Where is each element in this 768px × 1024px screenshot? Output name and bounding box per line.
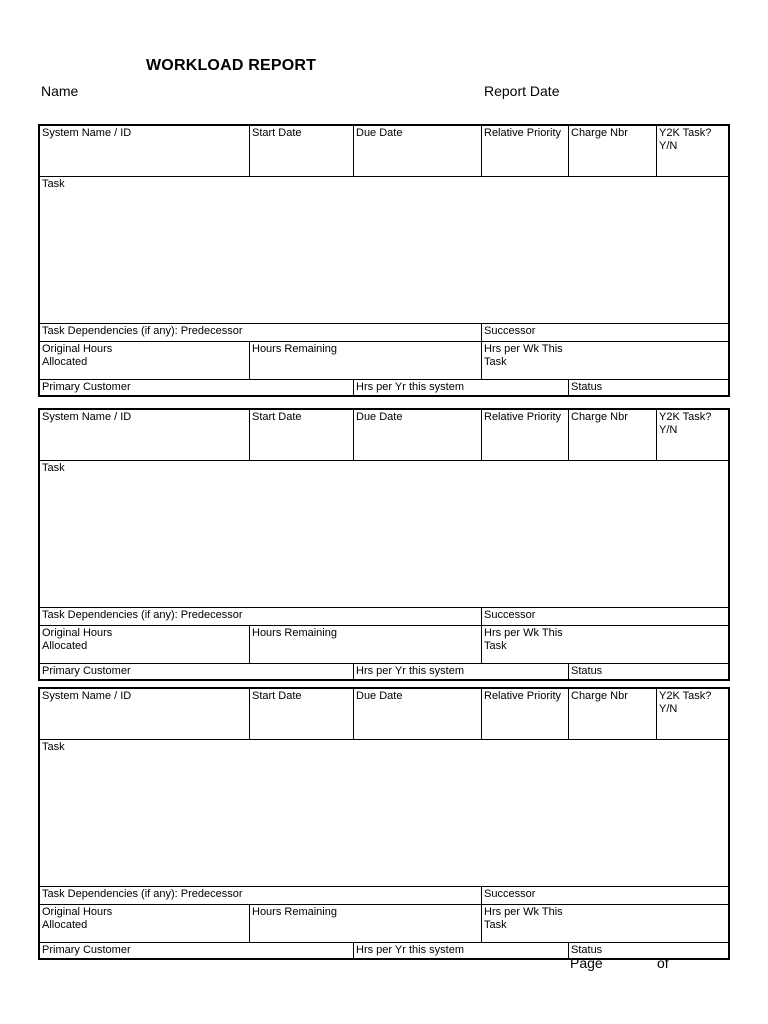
start-date-label (250, 689, 352, 704)
y2k-task-label-text: Y2K Task? (659, 127, 712, 139)
dependencies-label (40, 324, 440, 339)
status-label-text: Status (571, 944, 603, 956)
primary-customer-label-text: Primary Customer (42, 665, 131, 677)
y2k-task-label (657, 689, 729, 717)
hrs-per-yr-label (354, 943, 554, 958)
name-label: Name (41, 83, 79, 99)
primary-customer-label-text: Primary Customer (42, 381, 131, 393)
primary-customer-label (40, 380, 340, 395)
start-date-label-text: Start Date (252, 690, 302, 702)
hours-remaining-label-text: Hours Remaining (252, 627, 337, 639)
status-label (569, 380, 719, 395)
hrs-per-wk-label (482, 626, 682, 654)
due-date-label-text: Due Date (356, 127, 403, 139)
hours-remaining-label (250, 626, 450, 641)
status-label-text: Status (571, 381, 603, 393)
hrs-per-wk-label-text: Hrs per Wk This (484, 343, 563, 355)
status-label (569, 664, 719, 679)
dependencies-label-text: Task Dependencies (if any): Predecessor (42, 888, 243, 900)
hrs-per-yr-label-text: Hrs per Yr this system (356, 381, 464, 393)
original-hours-label-text: Original Hours (42, 627, 113, 639)
charge-nbr-label-text: Charge Nbr (571, 127, 628, 139)
start-date-label (250, 126, 352, 141)
successor-label-text: Successor (484, 325, 536, 337)
task-label (40, 740, 340, 755)
task-label (40, 461, 340, 476)
dependencies-label-text: Task Dependencies (if any): Predecessor (42, 609, 243, 621)
successor-label-text: Successor (484, 609, 536, 621)
y2k-task-label (657, 410, 729, 438)
original-hours-label (40, 626, 248, 654)
report-title: WORKLOAD REPORT (146, 57, 317, 74)
hours-remaining-label-text: Hours Remaining (252, 906, 337, 918)
relative-priority-label-text: Relative Priority (484, 411, 562, 423)
y2k-task-label (657, 126, 729, 154)
primary-customer-label-text: Primary Customer (42, 944, 131, 956)
primary-customer-label (40, 943, 340, 958)
task-block-1 (38, 124, 730, 397)
successor-label-text: Successor (484, 888, 536, 900)
relative-priority-label-text: Relative Priority (484, 690, 562, 702)
report-date-label: Report Date (484, 83, 560, 99)
original-hours-label-text: Original Hours (42, 906, 113, 918)
relative-priority-label (482, 410, 568, 425)
dependencies-label-text: Task Dependencies (if any): Predecessor (42, 325, 243, 337)
primary-customer-label (40, 664, 340, 679)
hrs-per-wk-label-text-2: Task (484, 356, 507, 368)
original-hours-label (40, 905, 248, 933)
task-block-3 (38, 687, 730, 960)
due-date-label-text: Due Date (356, 690, 403, 702)
hrs-per-wk-label-text: Hrs per Wk This (484, 906, 563, 918)
hrs-per-yr-label (354, 664, 554, 679)
task-label-text: Task (42, 178, 65, 190)
charge-nbr-label-text: Charge Nbr (571, 690, 628, 702)
original-hours-label-text: Original Hours (42, 343, 113, 355)
hrs-per-wk-label-text-2: Task (484, 640, 507, 652)
y2k-task-label-text: Y2K Task? (659, 411, 712, 423)
y2k-task-label-text-2: Y/N (659, 140, 678, 152)
dependencies-label (40, 608, 440, 623)
hrs-per-wk-label-text-2: Task (484, 919, 507, 931)
successor-label (482, 608, 682, 623)
task-label-text: Task (42, 741, 65, 753)
system-name-label-text: System Name / ID (42, 690, 132, 702)
hrs-per-wk-label (482, 342, 682, 370)
task-block-2 (38, 408, 730, 681)
hours-remaining-label (250, 342, 450, 357)
hrs-per-yr-label-text: Hrs per Yr this system (356, 944, 464, 956)
due-date-label (354, 126, 480, 141)
successor-label (482, 887, 682, 902)
y2k-task-label-text-2: Y/N (659, 424, 678, 436)
page-label: Page (570, 955, 603, 971)
system-name-label (40, 126, 248, 141)
charge-nbr-label (569, 126, 655, 141)
due-date-label (354, 410, 480, 425)
due-date-label (354, 689, 480, 704)
system-name-label-text: System Name / ID (42, 127, 132, 139)
charge-nbr-label (569, 410, 655, 425)
start-date-label-text: Start Date (252, 127, 302, 139)
hours-remaining-label-text: Hours Remaining (252, 343, 337, 355)
y2k-task-label-text-2: Y/N (659, 703, 678, 715)
hrs-per-wk-label-text: Hrs per Wk This (484, 627, 563, 639)
hrs-per-wk-label (482, 905, 682, 933)
task-label (40, 177, 340, 192)
original-hours-label-text-2: Allocated (42, 919, 88, 931)
charge-nbr-label-text: Charge Nbr (571, 411, 628, 423)
hrs-per-yr-label (354, 380, 554, 395)
original-hours-label-text-2: Allocated (42, 640, 88, 652)
y2k-task-label-text: Y2K Task? (659, 690, 712, 702)
task-label-text: Task (42, 462, 65, 474)
page-of-label: of (657, 955, 669, 971)
hours-remaining-label (250, 905, 450, 920)
hrs-per-yr-label-text: Hrs per Yr this system (356, 665, 464, 677)
original-hours-label-text-2: Allocated (42, 356, 88, 368)
start-date-label-text: Start Date (252, 411, 302, 423)
start-date-label (250, 410, 352, 425)
due-date-label-text: Due Date (356, 411, 403, 423)
charge-nbr-label (569, 689, 655, 704)
dependencies-label (40, 887, 440, 902)
status-label-text: Status (571, 665, 603, 677)
relative-priority-label-text: Relative Priority (484, 127, 562, 139)
successor-label (482, 324, 682, 339)
system-name-label (40, 689, 248, 704)
relative-priority-label (482, 689, 568, 704)
original-hours-label (40, 342, 248, 370)
system-name-label-text: System Name / ID (42, 411, 132, 423)
relative-priority-label (482, 126, 568, 141)
system-name-label (40, 410, 248, 425)
